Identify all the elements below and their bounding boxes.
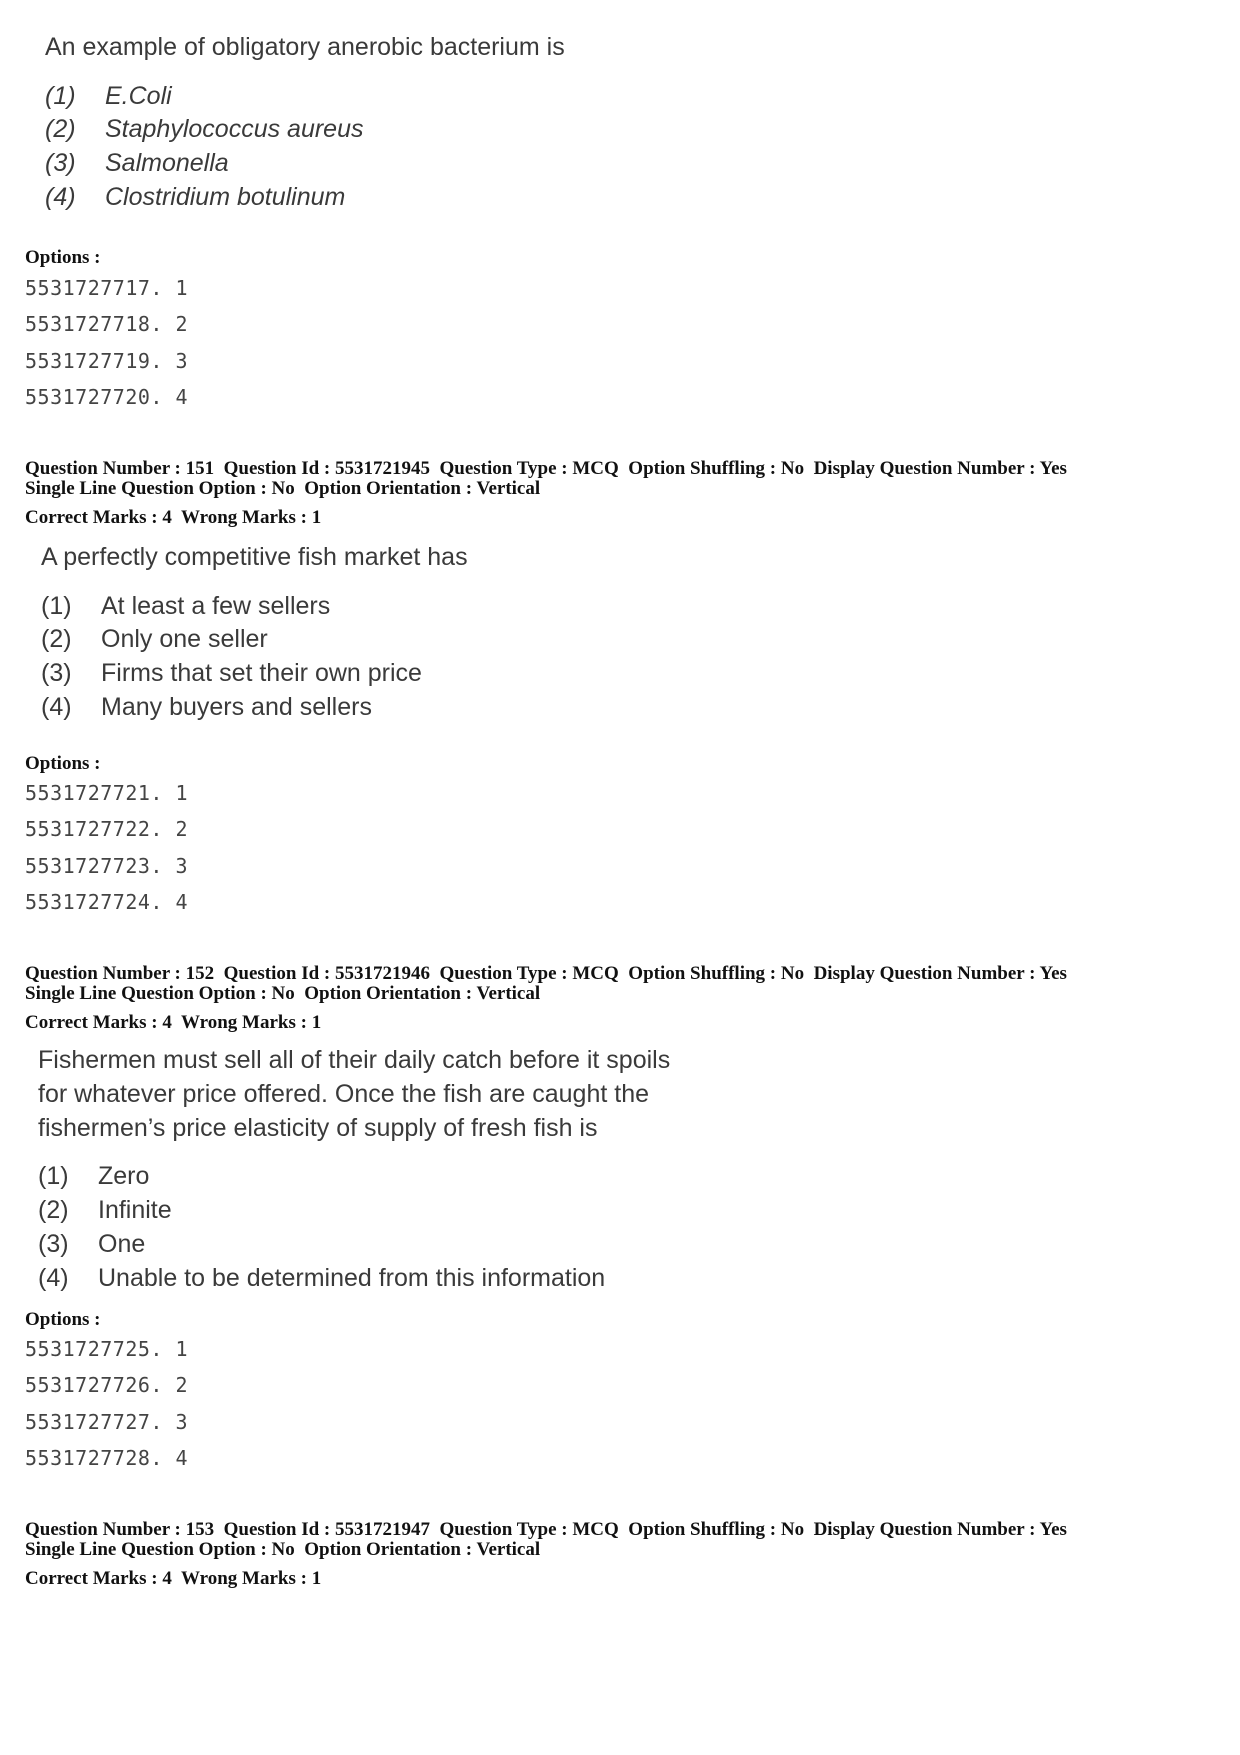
choice-3: (3) One — [38, 1230, 146, 1258]
marks-line: Correct Marks : 4 Wrong Marks : 1 — [25, 1568, 322, 1589]
choice-1: (1) E.Coli — [45, 82, 172, 110]
question-meta-line2: Single Line Question Option : No Option Orientation : Vertical — [25, 478, 541, 499]
option-id: 5531727724. 4 — [25, 890, 189, 914]
option-id: 5531727722. 2 — [25, 817, 189, 841]
choice-2: (2) Staphylococcus aureus — [45, 115, 364, 143]
choice-3: (3) Firms that set their own price — [41, 659, 422, 687]
question-meta-line1: Question Number : 153 Question Id : 5531721947 Question Type : MCQ Option Shuffling : No Display Question Number : Yes — [25, 1519, 1067, 1540]
option-id: 5531727725. 1 — [25, 1337, 189, 1361]
question-meta-line2: Single Line Question Option : No Option Orientation : Vertical — [25, 983, 541, 1004]
option-id: 5531727726. 2 — [25, 1373, 189, 1397]
question-text: An example of obligatory anerobic bacterium is — [45, 33, 565, 61]
option-id: 5531727717. 1 — [25, 276, 189, 300]
choice-1: (1) Zero — [38, 1162, 150, 1190]
question-text-line-2: for whatever price offered. Once the fish are caught the — [38, 1080, 649, 1108]
choice-2: (2) Infinite — [38, 1196, 172, 1224]
choice-4: (4) Many buyers and sellers — [41, 693, 372, 721]
choice-4: (4) Unable to be determined from this information — [38, 1264, 606, 1292]
choice-2: (2) Only one seller — [41, 625, 268, 653]
options-label: Options : — [25, 247, 101, 268]
marks-line: Correct Marks : 4 Wrong Marks : 1 — [25, 507, 322, 528]
options-label: Options : — [25, 1309, 101, 1330]
question-meta-line1: Question Number : 151 Question Id : 5531721945 Question Type : MCQ Option Shuffling : No Display Question Number : Yes — [25, 458, 1067, 479]
option-id: 5531727727. 3 — [25, 1410, 189, 1434]
option-id: 5531727719. 3 — [25, 349, 189, 373]
question-text: A perfectly competitive fish market has — [41, 543, 468, 571]
option-id: 5531727721. 1 — [25, 781, 189, 805]
question-meta-line1: Question Number : 152 Question Id : 5531721946 Question Type : MCQ Option Shuffling : No Display Question Number : Yes — [25, 963, 1067, 984]
question-text-line-3: fishermen’s price elasticity of supply of fresh fish is — [38, 1114, 598, 1142]
question-text-line-1: Fishermen must sell all of their daily catch before it spoils — [38, 1046, 671, 1074]
question-meta-line2: Single Line Question Option : No Option Orientation : Vertical — [25, 1539, 541, 1560]
choice-3: (3) Salmonella — [45, 149, 229, 177]
option-id: 5531727720. 4 — [25, 385, 189, 409]
choice-1: (1) At least a few sellers — [41, 592, 331, 620]
options-label: Options : — [25, 753, 101, 774]
option-id: 5531727718. 2 — [25, 312, 189, 336]
option-id: 5531727728. 4 — [25, 1446, 189, 1470]
choice-4: (4) Clostridium botulinum — [45, 183, 346, 211]
option-id: 5531727723. 3 — [25, 854, 189, 878]
marks-line: Correct Marks : 4 Wrong Marks : 1 — [25, 1012, 322, 1033]
